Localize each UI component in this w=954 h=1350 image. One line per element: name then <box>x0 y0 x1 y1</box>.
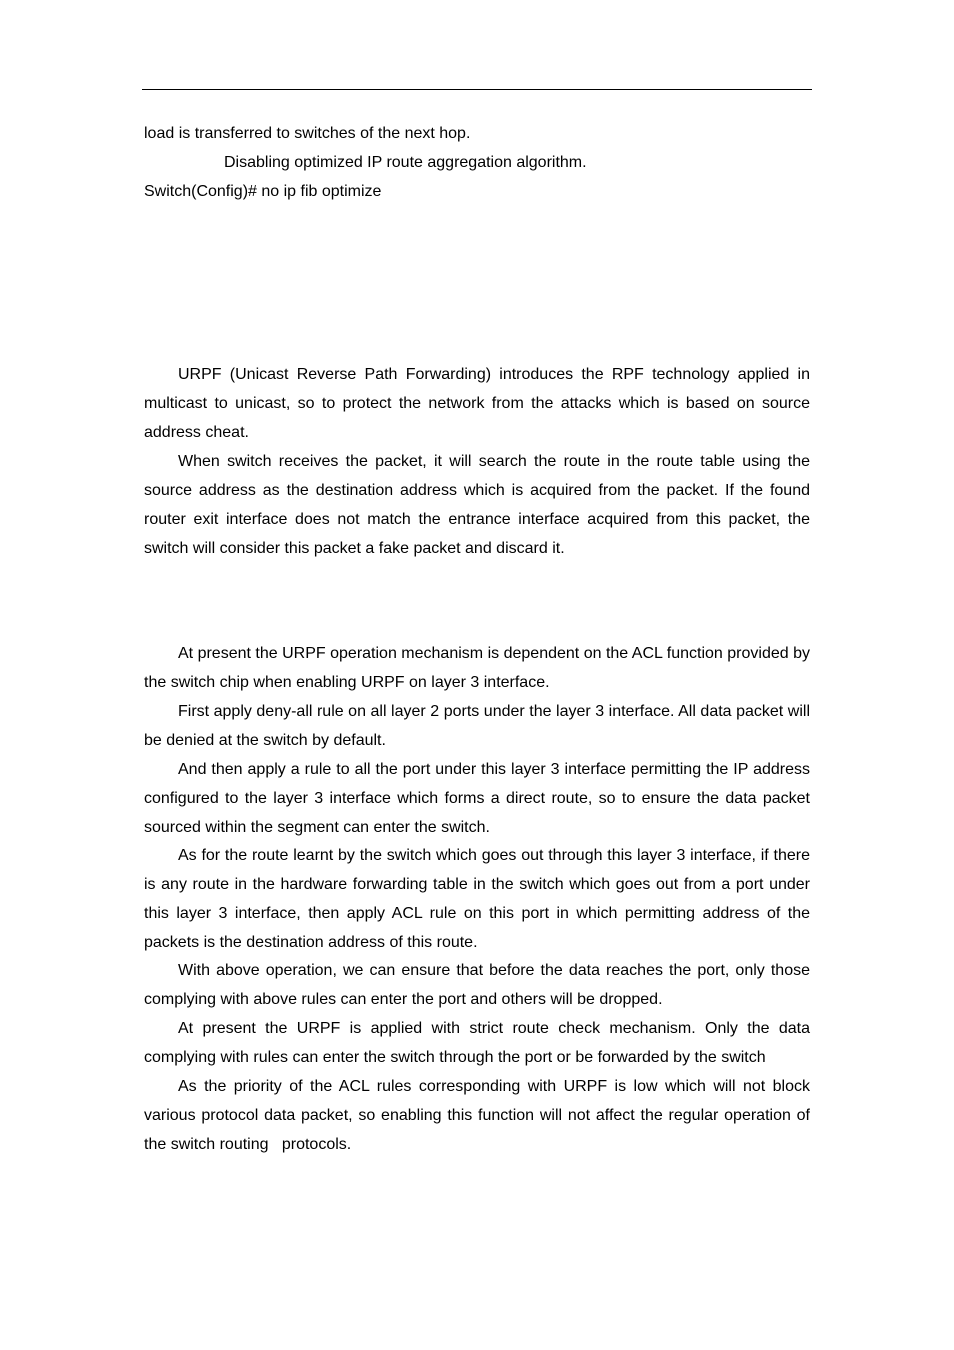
direct-route-paragraph: And then apply a rule to all the port under this layer 3 interface permitting the IP address configured to the layer 3 interface which forms a direct route, so to ensure the data packet sourced within the segment can enter the switch. <box>144 761 810 836</box>
urpf-intro-paragraph: URPF (Unicast Reverse Path Forwarding) introduces the RPF technology applied in multicast to unicast, so to protect the network from the attacks which is based on source address cheat. <box>144 366 810 441</box>
learnt-route-paragraph: As for the route learnt by the switch which goes out through this layer 3 interface, if there is any route in the hardware forwarding table in the switch which goes out from a port under this layer 3 interface, then apply ACL rule on this port in which permitting address of the packets is the destination address of this route. <box>144 847 810 951</box>
header-rule <box>142 89 812 90</box>
command-example: Switch(Config)# no ip fib optimize <box>144 183 382 200</box>
command-description: Disabling optimized IP route aggregation algorithm. <box>224 154 587 171</box>
priority-paragraph: As the priority of the ACL rules corresponding with URPF is low which will not block various protocol data packet, so enabling this function will not affect the regular operation of the switch routing protocols. <box>144 1078 810 1153</box>
continuation-text: load is transferred to switches of the next hop. <box>144 125 471 142</box>
urpf-search-paragraph: When switch receives the packet, it will search the route in the route table using the source address as the destination address which is acquired from the packet. If the found router exit interface does not match the entrance interface acquired from this packet, the switch will consider this packet a fake packet and discard it. <box>144 453 810 557</box>
mechanism-paragraph: At present the URPF operation mechanism is dependent on the ACL function provided by the switch chip when enabling URPF on layer 3 interface. <box>144 645 810 691</box>
strict-check-paragraph: At present the URPF is applied with strict route check mechanism. Only the data complying with rules can enter the switch through the port or be forwarded by the switch <box>144 1020 810 1066</box>
operation-result-paragraph: With above operation, we can ensure that before the data reaches the port, only those complying with above rules can enter the port and others will be dropped. <box>144 962 810 1008</box>
deny-all-paragraph: First apply deny-all rule on all layer 2 ports under the layer 3 interface. All data packet will be denied at the switch by default. <box>144 703 810 749</box>
